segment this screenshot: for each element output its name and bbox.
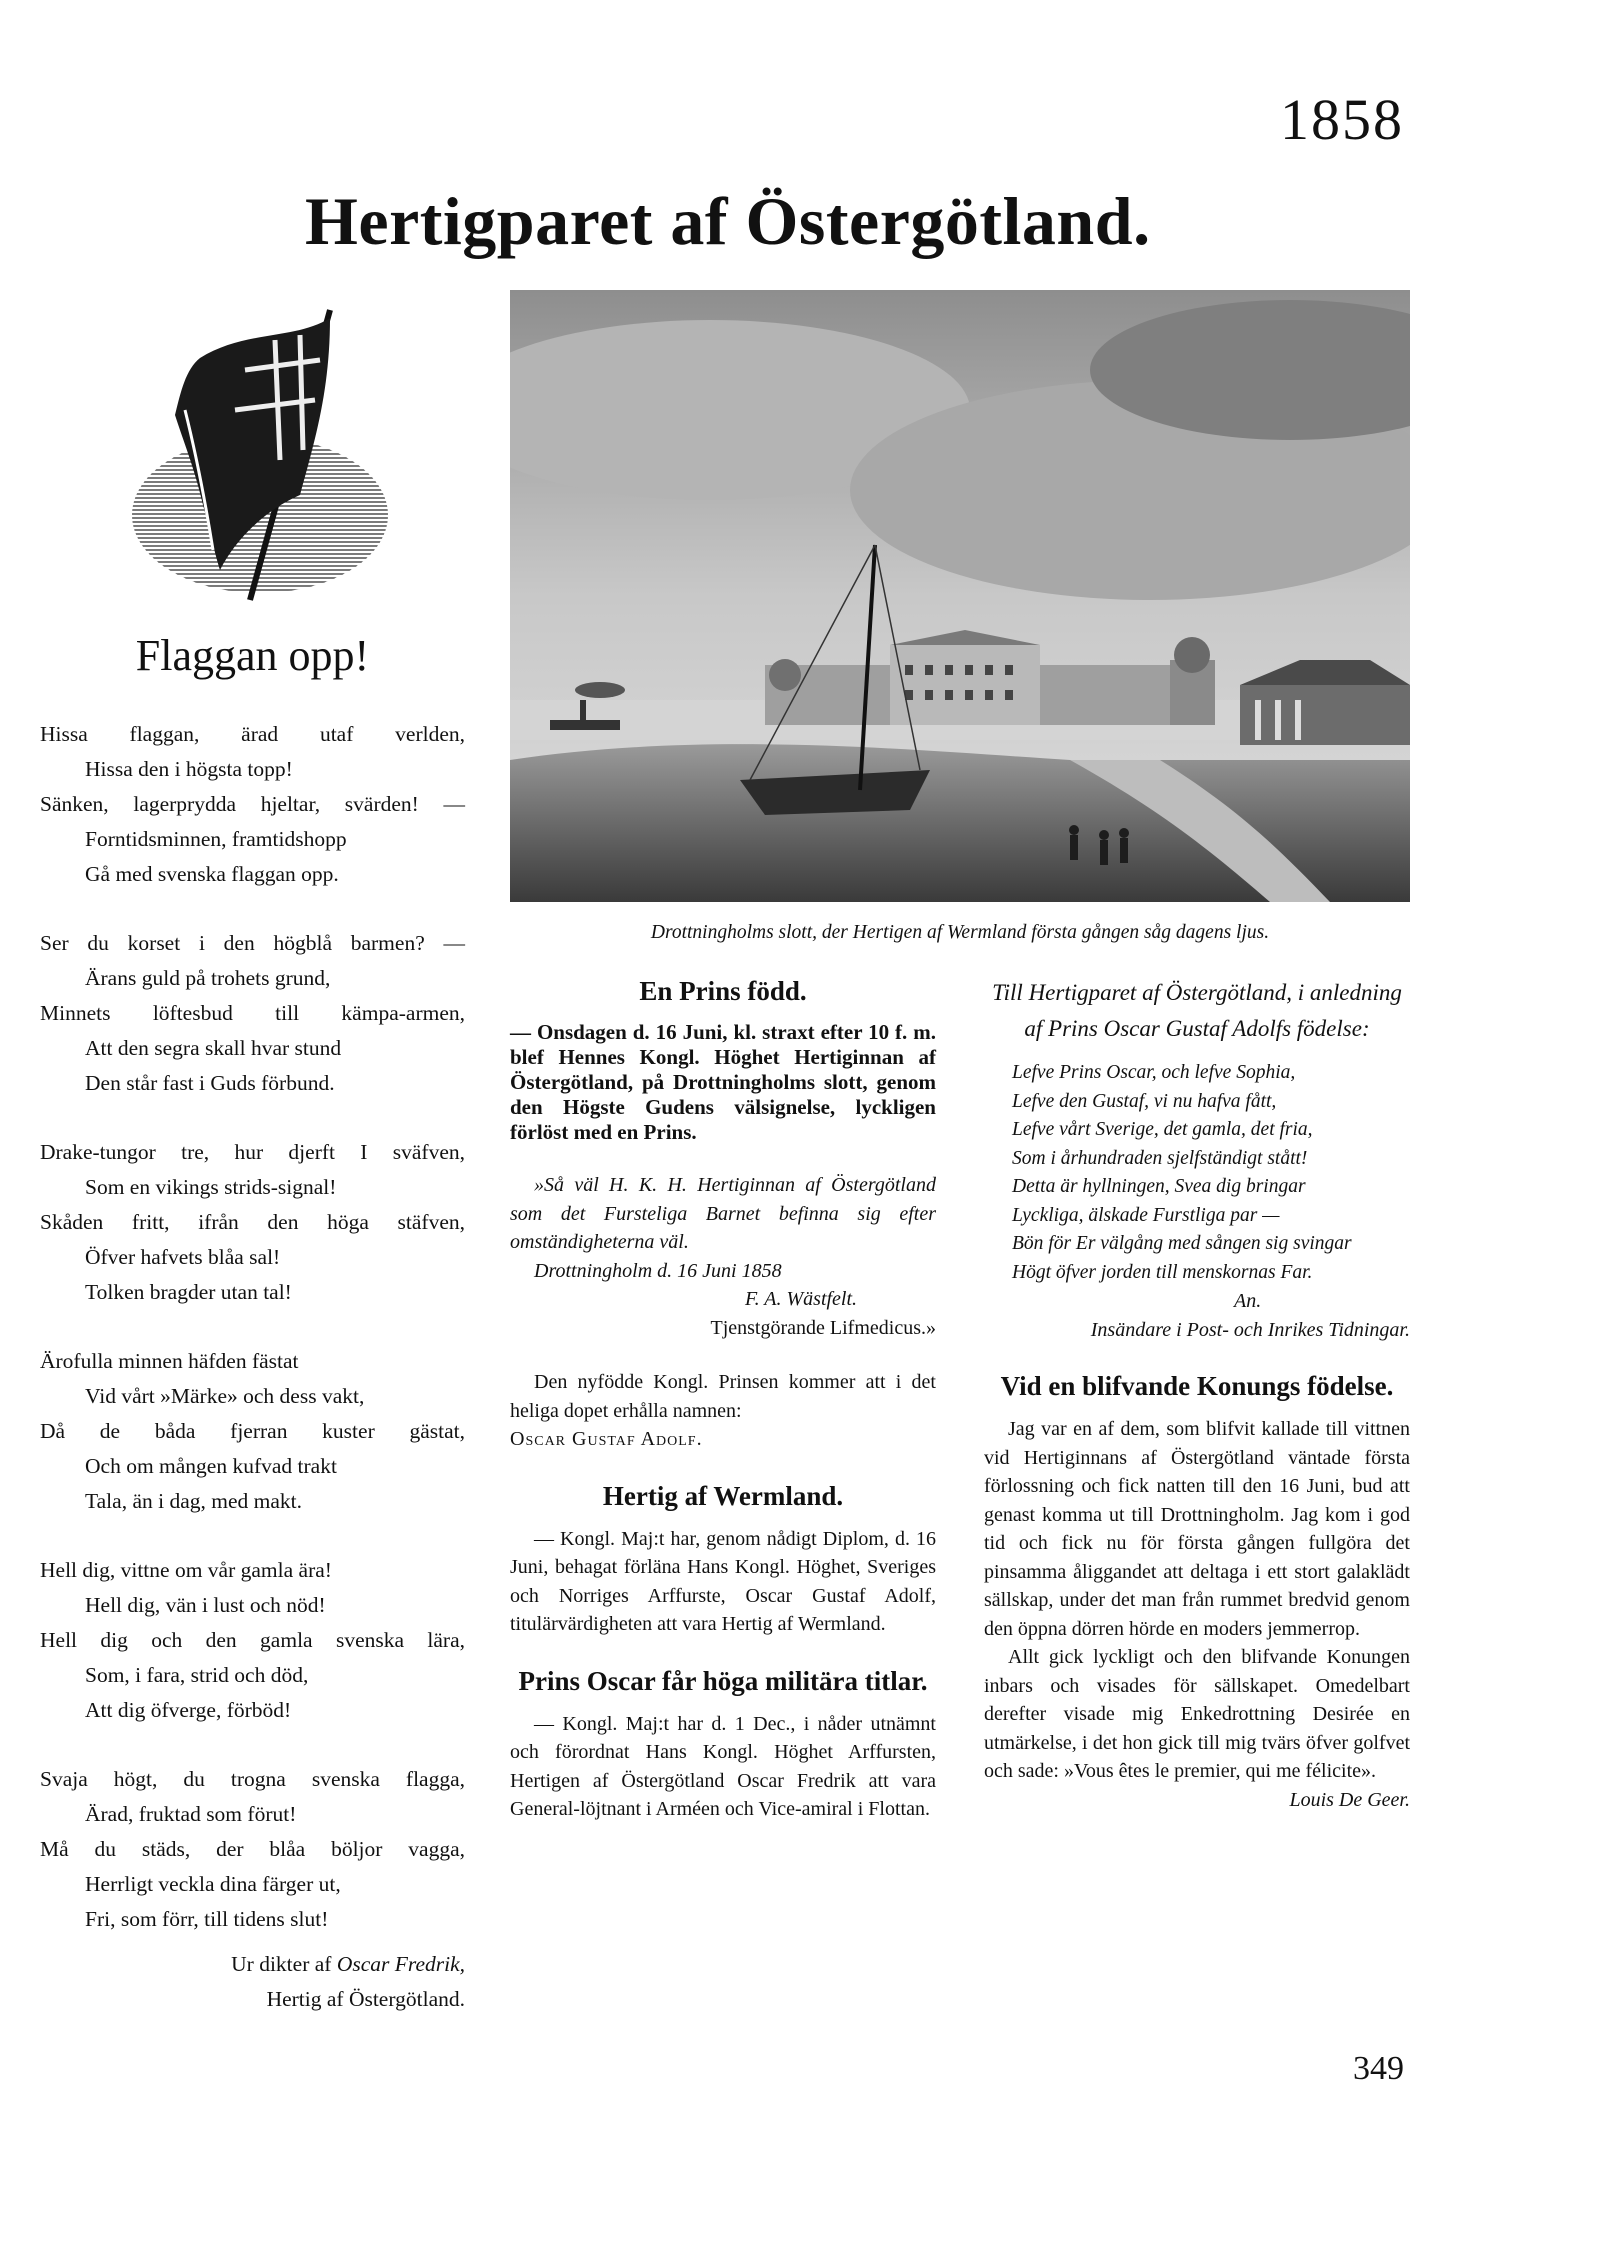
- poem-source-prefix: Ur dikter af: [231, 1952, 332, 1976]
- poem-line: Hell dig, vän i lust och nöd!: [85, 1593, 326, 1617]
- medical-bulletin: »Så väl H. K. H. Hertiginnan af Östergötland som det Fursteliga Barnet befinna sig efter omständigheterna väl.: [510, 1174, 936, 1253]
- poem-line: Öfver hafvets blåa sal!: [85, 1245, 281, 1269]
- tribute-line: Lefve Prins Oscar, och lefve Sophia,: [1012, 1062, 1296, 1083]
- tribute-source: Insändare i Post- och Inrikes Tidningar.: [1090, 1318, 1410, 1341]
- military-heading: Prins Oscar får höga militära titlar.: [518, 1665, 928, 1696]
- poem-line: Den står fast i Guds förbund.: [85, 1071, 335, 1095]
- poem-line: Då de båda fjerran kuster gästat,: [40, 1419, 465, 1443]
- poem-line: Hissa flaggan, ärad utaf verlden,: [40, 722, 465, 746]
- engraving-caption: Drottningholms slott, der Hertigen af Wermland första gången såg dagens ljus.: [650, 922, 1270, 943]
- poem-line: Minnets löftesbud till kämpa-armen,: [40, 1001, 465, 1025]
- prince-born-lead: — Onsdagen d. 16 Juni, kl. straxt efter 10 f. m. blef Hennes Kongl. Höghet Hertiginnan af Östergötland, på Drottningholms slott, genom den Högste Gudens välsignelse, lyckligen förlöst med en Prins.: [510, 1020, 936, 1144]
- naming-text: Den nyfödde Kongl. Prinsen kommer att i det heliga dopet erhålla namnen:: [510, 1371, 936, 1422]
- king-birth-author: Louis De Geer.: [1289, 1788, 1410, 1811]
- engraving-art: [510, 290, 1410, 902]
- tribute-line: Högt öfver jorden till menskornas Far.: [1012, 1261, 1313, 1283]
- tribute-heading: Till Hertigparet af Östergötland, i anledning af Prins Oscar Gustaf Adolfs födelse:: [992, 980, 1402, 1041]
- poem-source: [40, 1947, 465, 1982]
- poem-line: Ser du korset i den högblå barmen? —: [40, 931, 465, 955]
- prince-born-heading: En Prins född.: [639, 976, 807, 1006]
- bulletin-signer: F. A. Wästfelt.: [745, 1288, 858, 1310]
- king-birth-paragraph: Allt gick lyckligt och den blifvande Konungen inbars och visades för sällskapet. Omedelbart derefter visade mig Enkedrottning Desirée en utmärkelse, i det hon gick till mig tvärs öfver golfvet och sade: »Vous êtes le premier, qui me félicite».: [984, 1646, 1410, 1782]
- spacer: [510, 1454, 936, 1480]
- tribute-line: Lefve vårt Sverige, det gamla, det fria,: [1012, 1119, 1313, 1140]
- tribute-line: Detta är hyllningen, Svea dig bringar: [1012, 1176, 1306, 1197]
- page-number: 349: [1353, 2050, 1404, 2087]
- tribute-line: Lyckliga, älskade Furstliga par —: [1012, 1204, 1280, 1226]
- poem-line: Må du städs, der blåa böljor vagga,: [40, 1837, 465, 1861]
- king-birth-paragraph: Jag var en af dem, som blifvit kallade till vittnen vid Hertiginnans af Östergötland väntade första förlossning och fick natten till den 16 Juni, bud att genast komma ut till Drottningholm. Jag kom i god tid och fick nu för första gången fullgöra det pinsamma åliggandet att deltaga i ett stort galaklädt sällskap, under det man från rummet bredvid genom den öppna dörren hörde en moders jemmerrop.: [984, 1418, 1410, 1640]
- poem-stanza: [40, 717, 465, 892]
- poem-stanza: [40, 1135, 465, 1310]
- duke-heading: Hertig af Wermland.: [602, 1480, 844, 1511]
- flag-illustration: [125, 300, 395, 610]
- king-birth-heading: Vid en blifvande Konungs födelse.: [1000, 1371, 1394, 1401]
- poem-line: Ärad, fruktad som förut!: [85, 1802, 297, 1826]
- tribute-line: Som i århundraden sjelfständigt stått!: [1012, 1147, 1308, 1169]
- poem-line: Tala, än i dag, med makt.: [85, 1489, 303, 1513]
- poem-line: Hissa den i högsta topp!: [85, 757, 293, 781]
- tribute-signature: An.: [1234, 1290, 1262, 1312]
- tribute-line: Lefve den Gustaf, vi nu hafva fått,: [1012, 1090, 1277, 1112]
- poem-stanza: [40, 1344, 465, 1519]
- poem-stanza: [40, 1553, 465, 1728]
- poem-title: Flaggan opp!: [135, 631, 370, 680]
- military-text: — Kongl. Maj:t har d. 1 Dec., i nåder utnämnt och förordnat Hans Kongl. Höghet Arffursten, Hertigen af Östergötland Oscar Fredrik att vara General-löjtnant i Arméen och Vice-amiral i Flottan.: [510, 1712, 936, 1820]
- middle-column: [510, 975, 936, 1824]
- poem-line: Sänken, lagerprydda hjeltar, svärden! —: [40, 792, 465, 816]
- poem-line: Vid vårt »Märke» och dess vakt,: [85, 1384, 365, 1408]
- poem-source-author: Oscar Fredrik,: [336, 1952, 465, 1976]
- poem-line: Fri, som förr, till tidens slut!: [85, 1907, 329, 1931]
- poem-line: Skåden fritt, ifrån den höga stäfven,: [40, 1210, 465, 1234]
- poem-line: Forntidsminnen, framtidshopp: [85, 827, 347, 851]
- poem-stanza: [40, 926, 465, 1101]
- poem-line: Som en vikings strids-signal!: [85, 1175, 337, 1199]
- poem-line: Drake-tungor tre, hur djerft I sväfven,: [40, 1140, 465, 1164]
- duke-text: — Kongl. Maj:t har, genom nådigt Diplom, d. 16 Juni, behagat förläna Hans Kongl. Höghet, Sveriges och Norriges Arffurste, Oscar Gustaf Adolf, titulärvärdigheten att vara Hertig af Wermland.: [510, 1527, 936, 1635]
- poem-stanza: [40, 1762, 465, 1937]
- poem-line: Som, i fara, strid och död,: [85, 1663, 309, 1687]
- spacer: [510, 1639, 936, 1665]
- poem-line: Gå med svenska flaggan opp.: [85, 862, 339, 886]
- page-title: Hertigparet af Östergötland.: [305, 183, 1151, 259]
- bulletin-place-date: Drottningholm d. 16 Juni 1858: [534, 1259, 782, 1282]
- poem-line: Och om mången kufvad trakt: [85, 1454, 337, 1478]
- prince-names: Oscar Gustaf Adolf.: [510, 1428, 703, 1450]
- tribute-line: Bön för Er välgång med sången sig svingar: [1012, 1233, 1352, 1254]
- poem-line: Svaja högt, du trogna svenska flagga,: [40, 1767, 465, 1791]
- drottningholm-engraving: [510, 290, 1410, 902]
- poem-line: Att den segra skall hvar stund: [85, 1036, 342, 1060]
- poem-column: [40, 630, 465, 2017]
- poem-line: Hell dig, vittne om vår gamla ära!: [40, 1558, 332, 1582]
- poem-line: Hell dig och den gamla svenska lära,: [40, 1628, 465, 1652]
- poem-line: Ärofulla minnen häfden fästat: [40, 1349, 299, 1373]
- spacer: [510, 1342, 936, 1368]
- bulletin-signer-title: Tjenstgörande Lifmedicus.»: [710, 1316, 936, 1339]
- poem-line: Ärans guld på trohets grund,: [85, 966, 331, 990]
- right-column: [984, 975, 1410, 1814]
- poem-line: Herrligt veckla dina färger ut,: [85, 1872, 341, 1896]
- spacer: [984, 1344, 1410, 1370]
- year-heading: 1858: [1280, 87, 1404, 152]
- poem-line: Tolken bragder utan tal!: [85, 1280, 292, 1304]
- poem-source-title: Hertig af Östergötland.: [266, 1987, 465, 2011]
- spacer: [510, 1145, 936, 1171]
- poem-line: Att dig öfverge, förböd!: [85, 1698, 292, 1722]
